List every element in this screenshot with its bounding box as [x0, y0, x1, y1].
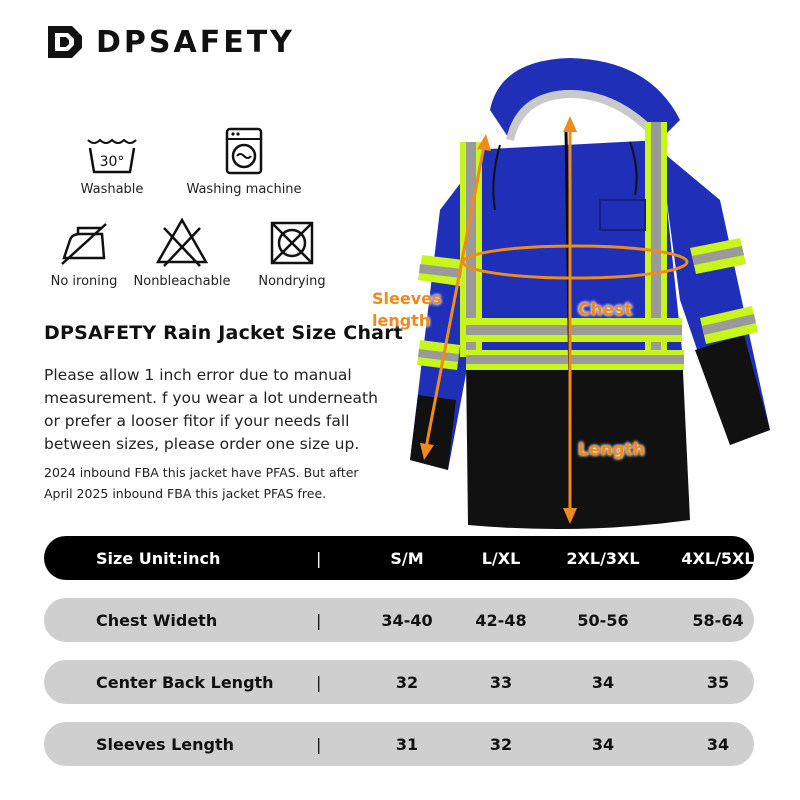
description-text: Please allow 1 inch error due to manual measurement. f you wear a lot underneath or prefer a looser fitor if your needs fall between sizes, please order one size up.: [44, 366, 378, 453]
care-label: Nonbleachable: [133, 274, 231, 289]
wash-temp: 30°: [99, 154, 125, 170]
size-value: 34: [591, 672, 615, 692]
column-separator: |: [316, 610, 322, 630]
care-label: Washing machine: [186, 182, 302, 197]
page-title: DPSAFETY Rain Jacket Size Chart: [44, 322, 404, 344]
size-value: 32: [489, 734, 513, 754]
size-value: 33: [489, 672, 513, 692]
wash-30-icon: [84, 132, 140, 176]
size-chart-header: [44, 536, 754, 580]
size-value: 34: [706, 734, 730, 754]
chest-label: Chest: [578, 300, 633, 320]
care-washing-machine: [186, 126, 302, 197]
brand-name: DPSAFETY: [96, 24, 295, 60]
length-label: Length: [578, 440, 645, 460]
header-label: Size Unit:inch: [96, 548, 221, 568]
size-value: 58-64: [692, 610, 744, 630]
column-separator: |: [316, 672, 322, 692]
size-value: 34: [591, 734, 615, 754]
row-label: Chest Wideth: [96, 610, 218, 630]
size-col-header: 2XL/3XL: [566, 548, 640, 568]
row-label: Sleeves Length: [96, 734, 235, 754]
care-nondrying: [248, 218, 336, 289]
care-label: Nondrying: [258, 274, 326, 289]
size-col-header: 4XL/5XL: [681, 548, 755, 568]
care-label: Washable: [80, 182, 144, 197]
size-chart-row: [44, 598, 754, 642]
washing-machine-icon: [224, 126, 264, 176]
column-separator: |: [316, 734, 322, 754]
care-label: No ironing: [50, 274, 118, 289]
size-chart-row: [44, 722, 754, 766]
care-no-ironing: [42, 218, 126, 289]
no-iron-icon: [56, 218, 112, 268]
size-value: 35: [706, 672, 730, 692]
care-nonbleachable: [130, 216, 234, 289]
no-tumble-dry-icon: [267, 218, 317, 268]
size-value: 34-40: [381, 610, 433, 630]
no-bleach-icon: [154, 216, 210, 268]
brand-logo-icon: [44, 24, 84, 60]
size-col-header: L/XL: [481, 548, 521, 568]
size-col-header: S/M: [390, 548, 424, 568]
size-value: 31: [395, 734, 419, 754]
care-washable: [72, 132, 152, 197]
size-value: 32: [395, 672, 419, 692]
pfas-note: 2024 inbound FBA this jacket have PFAS. But after April 2025 inbound FBA this jacket PFAS free.: [44, 465, 359, 501]
size-value: 50-56: [577, 610, 629, 630]
sleeves-length-label: Sleeves length: [372, 289, 442, 330]
brand-logo: [44, 24, 295, 60]
size-chart-row: [44, 660, 754, 704]
column-separator: |: [316, 548, 322, 568]
row-label: Center Back Length: [96, 672, 274, 692]
size-value: 42-48: [475, 610, 527, 630]
